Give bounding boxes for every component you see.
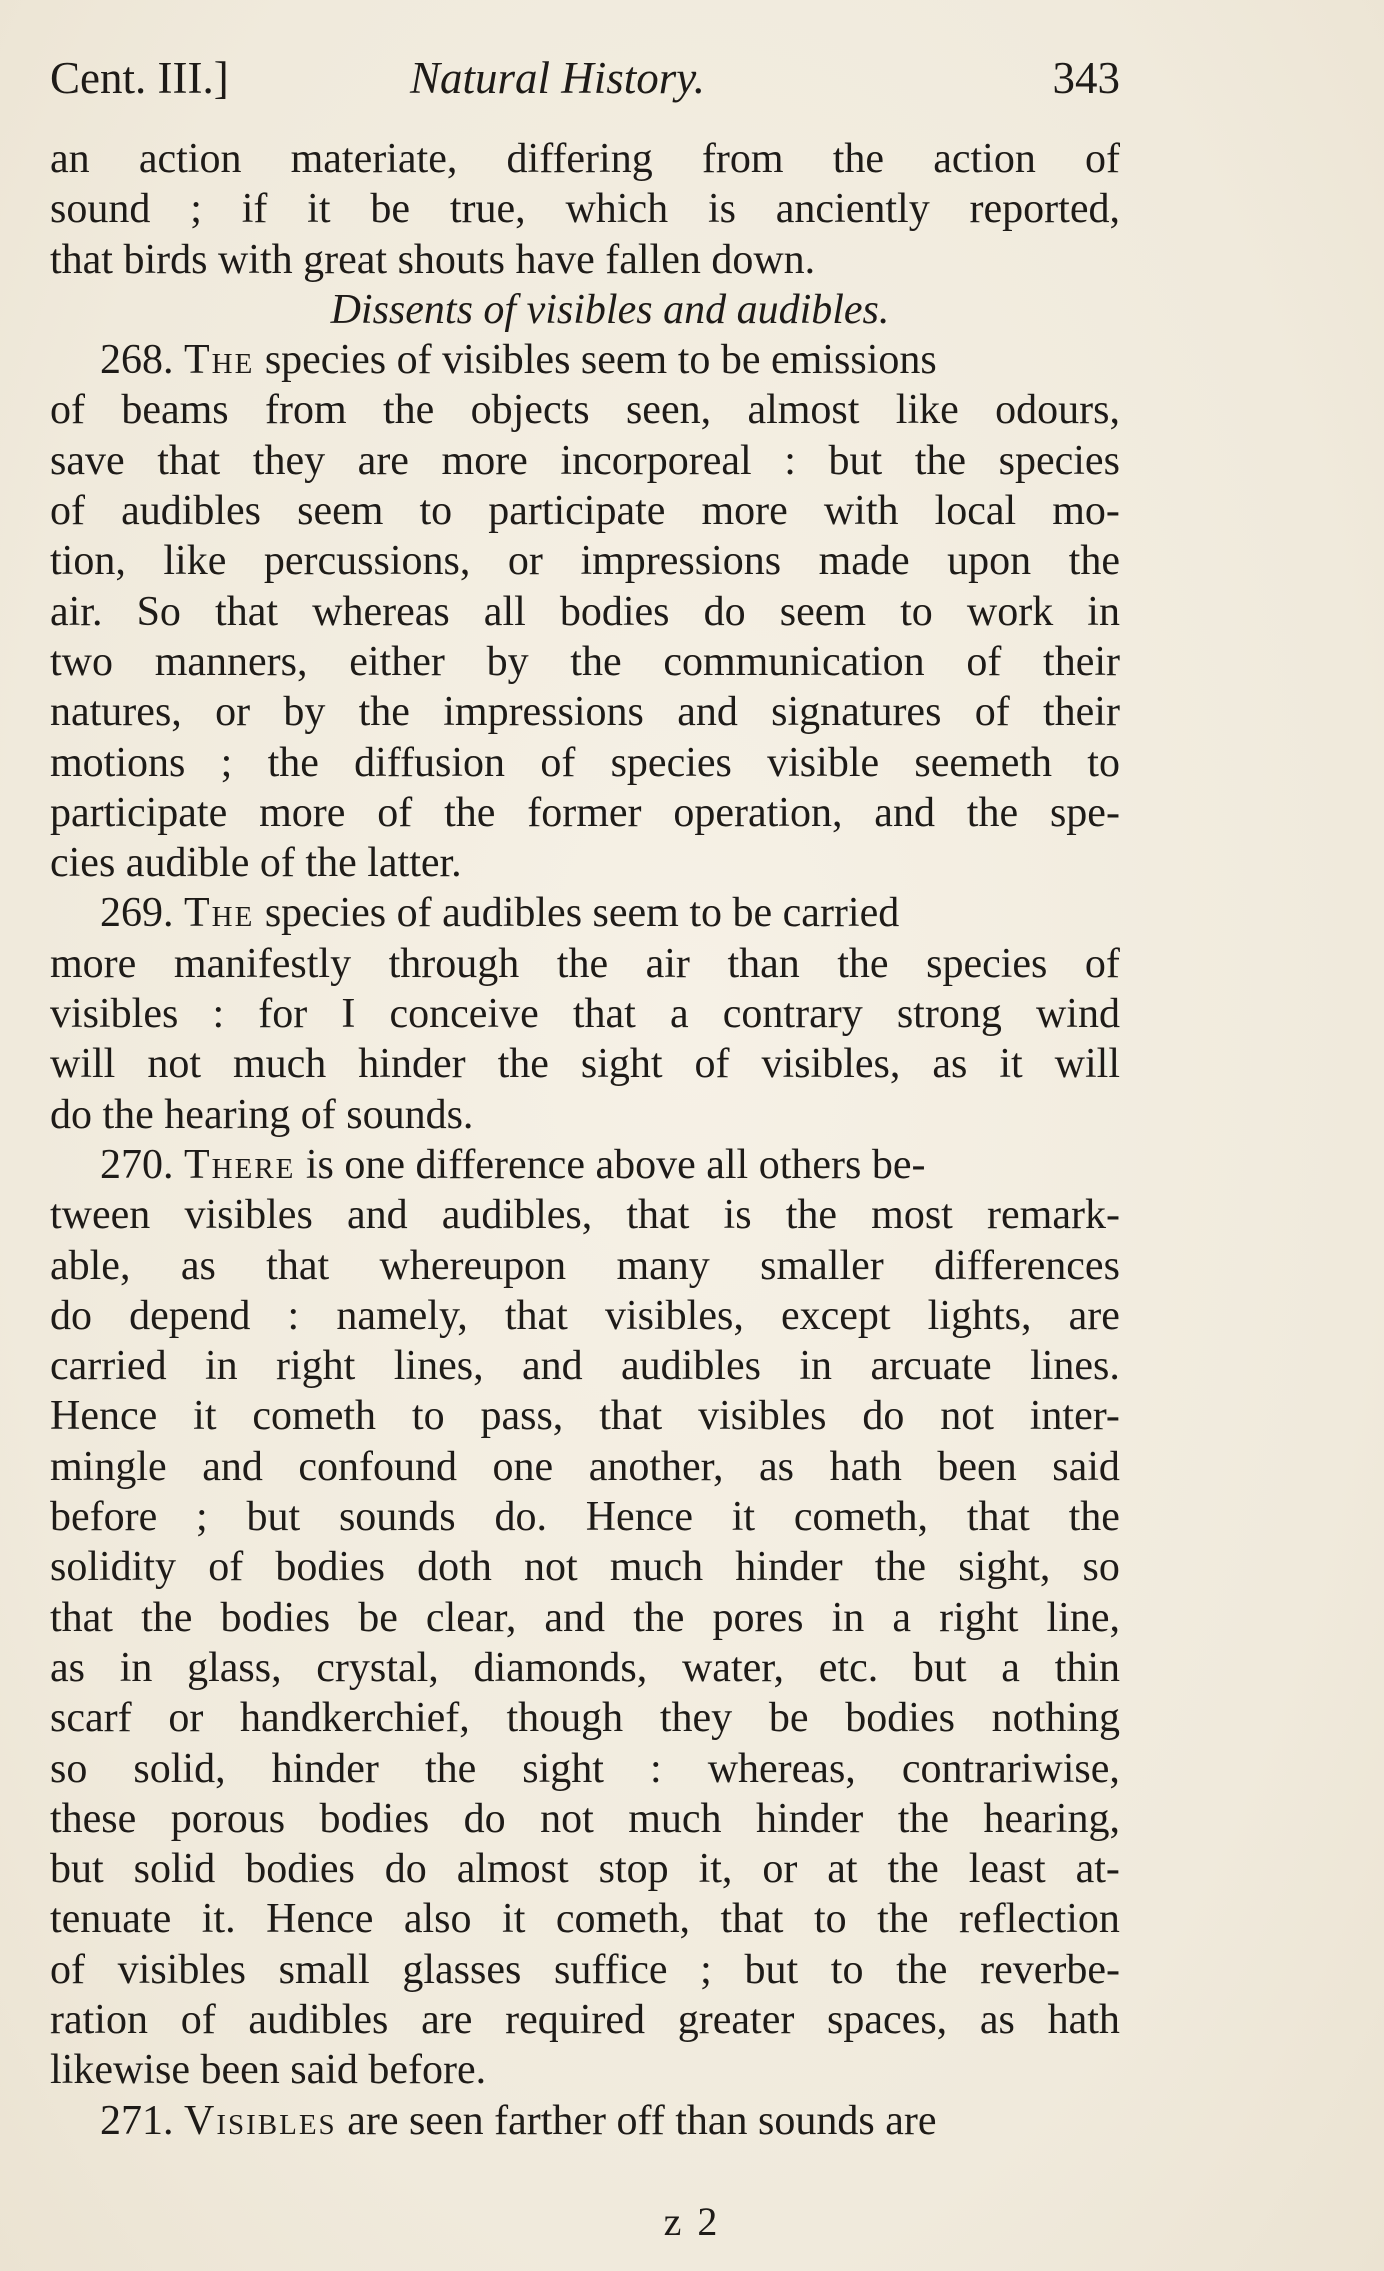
text-line: but solid bodies do almost stop it, or at the least at- (50, 1846, 1120, 1893)
text-line: do the hearing of sounds. (50, 1091, 474, 1138)
paragraph-271 (50, 2096, 1120, 2146)
text-line: will not much hinder the sight of visibles, as it will (50, 1041, 1120, 1088)
text-line: scarf or handkerchief, though they be bodies nothing (50, 1695, 1120, 1742)
text-line: air. So that whereas all bodies do seem to work in (50, 588, 1120, 635)
paragraph-first-text: species of visibles seem to be emissions (264, 337, 937, 384)
page-body (50, 134, 1120, 2146)
text-line: tenuate it. Hence also it cometh, that to the reflection (50, 1896, 1120, 1943)
text-line: sound ; if it be true, which is anciently reported, (50, 186, 1120, 233)
text-line: able, as that whereupon many smaller differences (50, 1242, 1120, 1289)
running-header (50, 52, 1120, 112)
text-line: of visibles small glasses suffice ; but to the reverbe- (50, 1946, 1120, 1993)
text-line: ration of audibles are required greater spaces, as hath (50, 1996, 1120, 2043)
paragraph-lead-word: The (184, 890, 255, 937)
text-line: before ; but sounds do. Hence it cometh, that the (50, 1494, 1120, 1541)
text-line: that birds with great shouts have fallen down. (50, 236, 816, 283)
text-line: solidity of bodies doth not much hinder the sight, so (50, 1544, 1120, 1591)
paragraph-first-line (50, 888, 1120, 938)
paragraph-first-text: species of audibles seem to be carried (264, 890, 900, 937)
signature-mark: z 2 (663, 2199, 721, 2244)
text-line: participate more of the former operation, and the spe- (50, 789, 1120, 836)
section-heading: Dissents of visibles and audibles. (330, 286, 890, 333)
text-line: tween visibles and audibles, that is the most remark- (50, 1192, 1120, 1239)
paragraph-lead-word: There (184, 1141, 296, 1188)
text-line: likewise been said before. (50, 2047, 487, 2094)
text-line: of audibles seem to participate more with local mo- (50, 488, 1120, 535)
text-line: motions ; the diffusion of species visible seemeth to (50, 739, 1120, 786)
text-line: so solid, hinder the sight : whereas, contrariwise, (50, 1745, 1120, 1792)
text-line: an action materiate, differing from the action of (50, 136, 1120, 182)
text-line: two manners, either by the communication of their (50, 638, 1120, 685)
paragraph-number: 271. (100, 2097, 174, 2144)
text-line: carried in right lines, and audibles in arcuate lines. (50, 1343, 1120, 1390)
text-line: cies audible of the latter. (50, 840, 462, 887)
paragraph-268 (50, 335, 1120, 888)
paragraph-first-line (50, 1140, 1120, 1190)
paragraph-first-line (50, 2096, 1120, 2146)
paragraph-270 (50, 1140, 1120, 2096)
paragraph-number: 268. (100, 337, 174, 384)
text-line: as in glass, crystal, diamonds, water, etc. but a thin (50, 1644, 1120, 1691)
text-line: do depend : namely, that visibles, except lights, are (50, 1292, 1120, 1339)
text-line: mingle and confound one another, as hath been said (50, 1443, 1120, 1490)
paragraph-first-text: is one difference above all others be- (305, 1141, 926, 1188)
text-line: of beams from the objects seen, almost like odours, (50, 387, 1120, 434)
paragraph-first-text: are seen farther off than sounds are (347, 2097, 937, 2144)
text-line: visibles : for I conceive that a contrary strong wind (50, 991, 1120, 1038)
header-title: Natural History. (410, 53, 706, 103)
paragraph-269 (50, 888, 1120, 1139)
text-line: these porous bodies do not much hinder the hearing, (50, 1795, 1120, 1842)
paragraph-first-line (50, 335, 1120, 385)
paragraph-lead-word: The (184, 337, 255, 384)
paragraph-number: 269. (100, 890, 174, 937)
page-number: 343 (1052, 53, 1120, 103)
paragraphs (50, 335, 1120, 2146)
text-line: more manifestly through the air than the species of (50, 940, 1120, 987)
text-line: save that they are more incorporeal : but the species (50, 437, 1120, 484)
paragraph-lead-word: Visibles (184, 2097, 337, 2144)
text-line: natures, or by the impressions and signatures of their (50, 689, 1120, 736)
paragraph-number: 270. (100, 1141, 174, 1188)
text-line: tion, like percussions, or impressions made upon the (50, 538, 1120, 585)
header-century: Cent. III.] (50, 53, 229, 103)
text-line: that the bodies be clear, and the pores in a right line, (50, 1594, 1120, 1641)
text-line: Hence it cometh to pass, that visibles do not inter- (50, 1393, 1120, 1440)
